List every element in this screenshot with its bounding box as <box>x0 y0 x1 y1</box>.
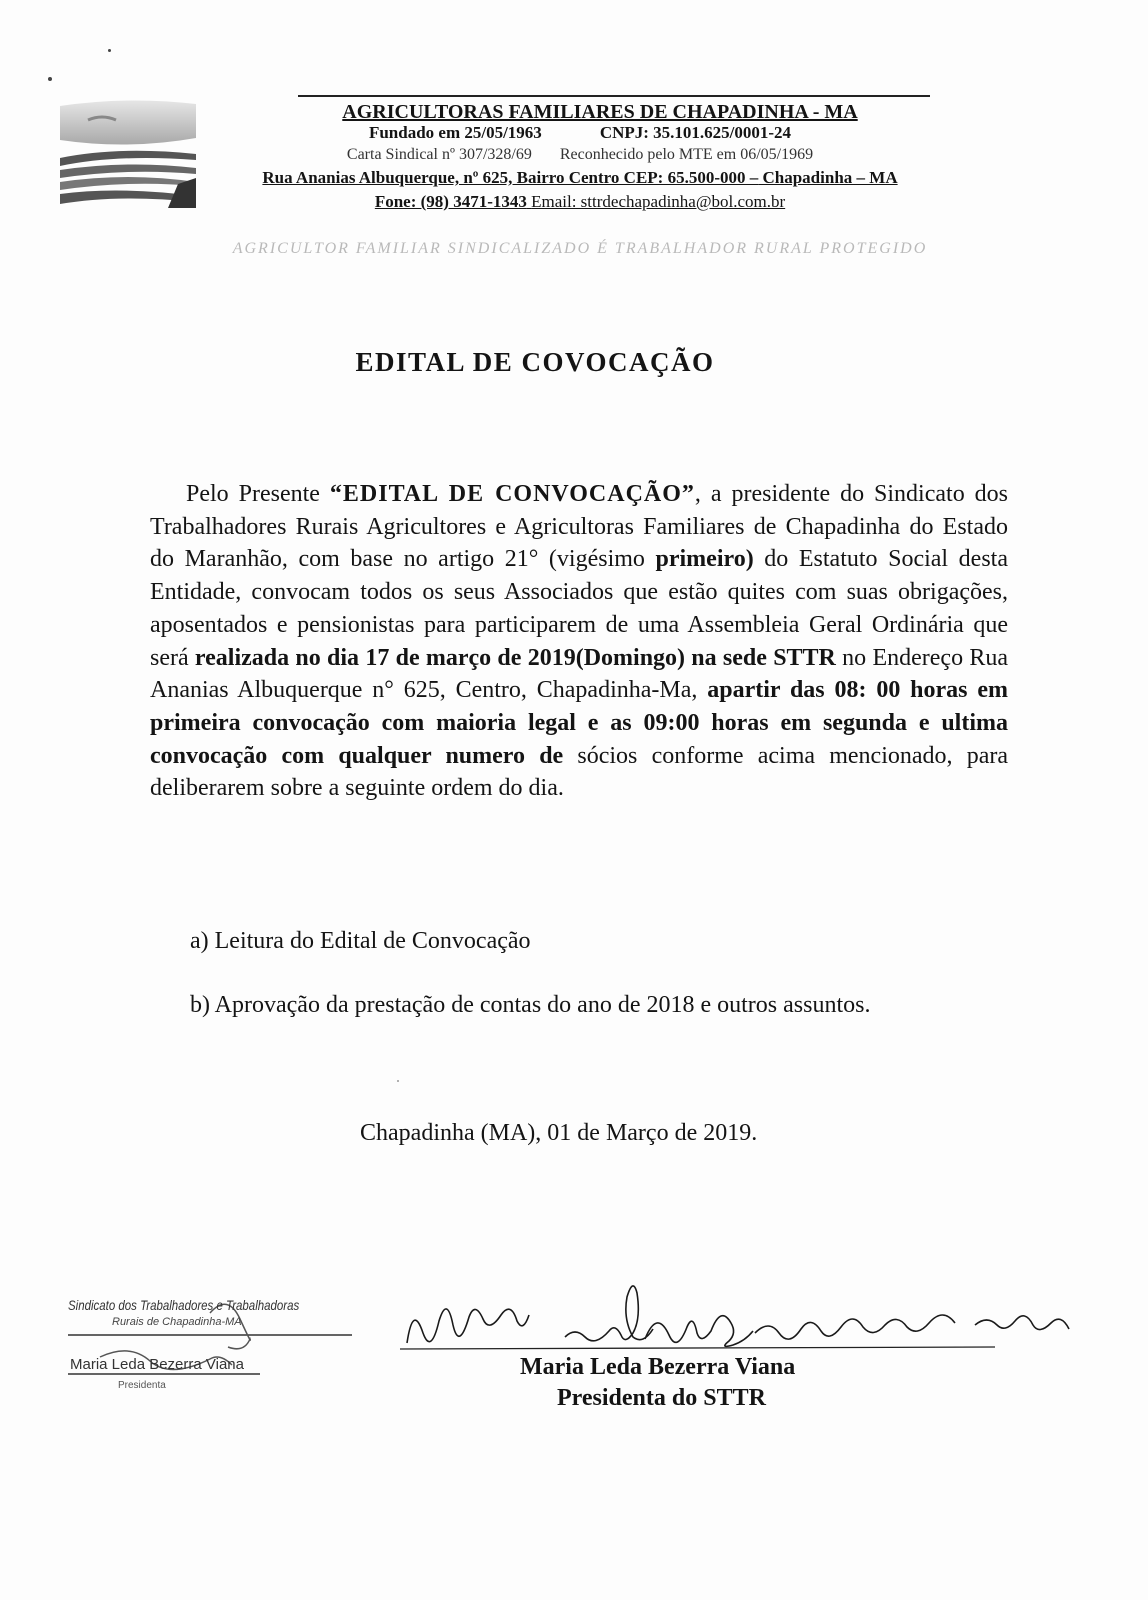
slogan: AGRICULTOR FAMILIAR SINDICALIZADO É TRABALHADOR RURAL PROTEGIDO <box>232 240 928 257</box>
agenda-item-b: b) Aprovação da prestação de contas do ano de 2018 e outros assuntos. <box>190 992 871 1018</box>
body-paragraph <box>150 478 1008 805</box>
address: Rua Ananias Albuquerque, nº 625, Bairro Centro CEP: 65.500-000 – <box>262 168 759 187</box>
stamp-line-1: Sindicato dos Trabalhadores e Trabalhadoras <box>68 1297 300 1313</box>
document-title: EDITAL DE COVOCAÇÃO <box>355 347 715 377</box>
signatory-name: Maria Leda Bezerra Viana <box>520 1354 796 1380</box>
union-letter: Carta Sindical nº 307/328/69 <box>346 146 532 163</box>
cnpj: CNPJ: 35.101.625/0001-24 <box>599 123 792 142</box>
recognized-date: Reconhecido pelo MTE em 06/05/1969 <box>559 146 814 163</box>
address-row <box>200 168 960 188</box>
body-edital: “EDITAL DE CONVOCAÇÃO” <box>329 481 695 507</box>
body-part-d: realizada no dia 17 de março de 2019(Domingo) na sede STTR <box>194 644 836 671</box>
body-part-a: , a presidente do Sindicato dos Trabalhadores Rurais Agricultores e Agricultoras Familiares de Chapadinha do Estado do Maranhão, com base no artigo 21° (vigésimo <box>150 481 1008 573</box>
phone: Fone: (98) 3471-1343 <box>374 192 527 211</box>
body-part-b: primeiro) <box>655 546 754 573</box>
body-part-f: apartir das 08: 00 horas em primeira convocação com maioria legal e as 09:00 horas em segunda e ultima convocação com qualquer numero de <box>150 677 1009 769</box>
signatory-role: Presidenta do STTR <box>557 1385 766 1411</box>
body-part-c: do Estatuto Social desta Entidade, convocam todos os seus Associados que estão quites com suas obrigações, aposentados e pensionistas para participarem de uma Assembleia Geral Ordinária que será <box>150 546 1008 671</box>
address-city: Chapadinha – MA <box>762 168 898 187</box>
email: Email: sttrdechapadinha@bol.com.br <box>531 192 786 211</box>
body-part-e: no Endereço Rua Ananias Albuquerque n° 625, Centro, Chapadinha-Ma, <box>150 644 1008 704</box>
founding-row <box>200 123 960 143</box>
registration-row <box>200 146 960 164</box>
stamp-line-4: Presidenta <box>118 1380 166 1391</box>
header-rule <box>298 95 930 97</box>
body-intro: Pelo Presente <box>186 481 330 507</box>
founded-date: Fundado em 25/05/1963 <box>368 123 542 142</box>
stamp-line-2: Rurais de Chapadinha-MA <box>112 1316 242 1328</box>
body-part-g: sócios conforme acima mencionado, para deliberarem sobre a seguinte ordem do dia. <box>150 742 1008 802</box>
org-name: AGRICULTORAS FAMILIARES DE CHAPADINHA - MA <box>342 101 858 123</box>
handwritten-signature <box>395 1285 1075 1365</box>
date-line: Chapadinha (MA), 01 de Março de 2019. <box>360 1120 758 1146</box>
agenda-item-a: a) Leitura do Edital de Convocação <box>190 928 531 954</box>
union-logo <box>58 98 198 208</box>
stamp-line-3: Maria Leda Bezerra Viana <box>70 1356 244 1373</box>
contact-row <box>200 192 960 212</box>
